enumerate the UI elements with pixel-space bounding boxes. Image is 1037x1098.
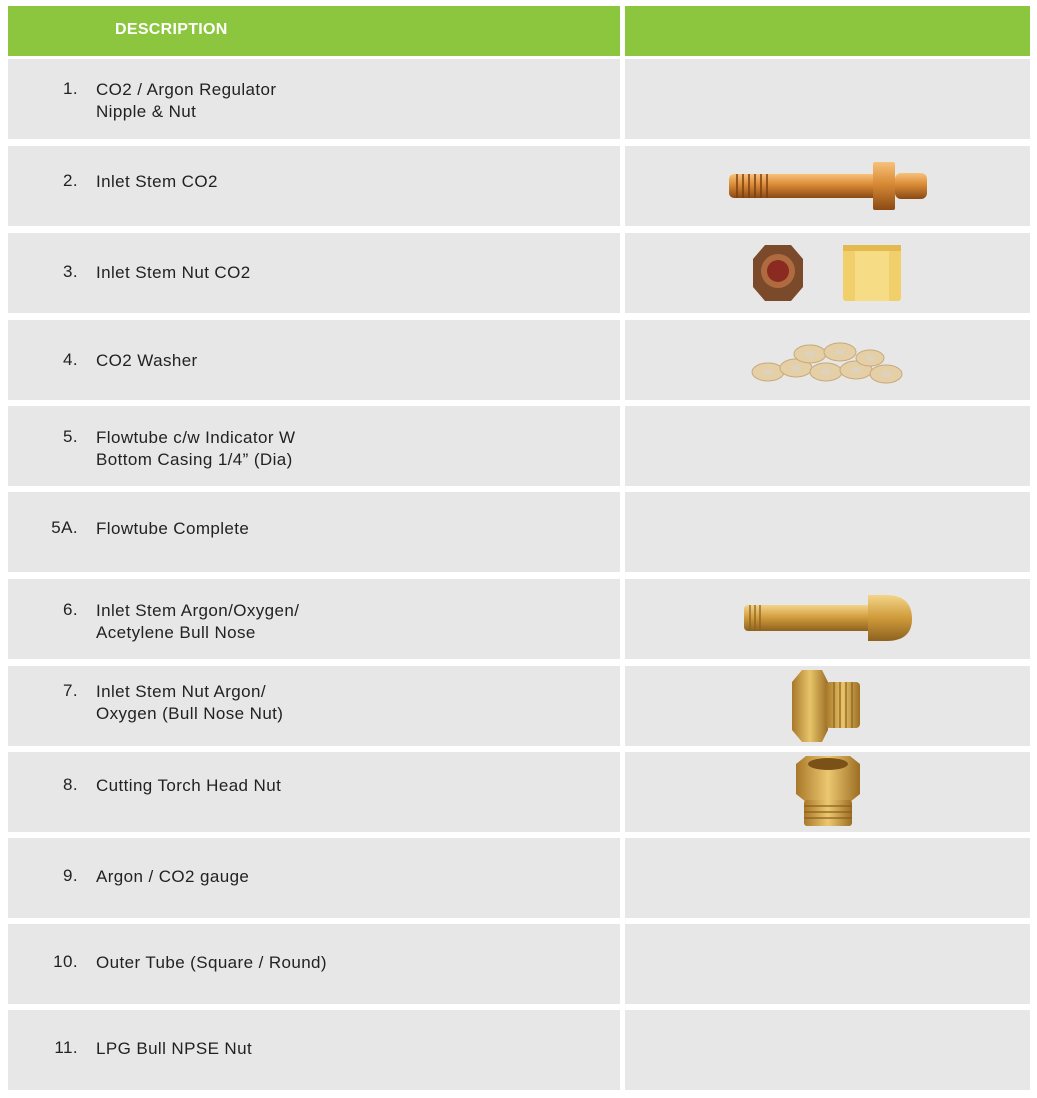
description-cell xyxy=(8,752,620,832)
description-cell xyxy=(8,233,620,313)
item-number: 11. xyxy=(54,1038,78,1057)
description-cell xyxy=(8,666,620,746)
table-row xyxy=(8,59,1030,139)
item-number: 5. xyxy=(63,427,78,446)
image-cell xyxy=(625,838,1030,918)
header-description-label: DESCRIPTION xyxy=(115,21,228,38)
table-row xyxy=(8,233,1030,313)
header-image-cell xyxy=(625,6,1030,56)
item-number: 10. xyxy=(53,952,78,971)
table-header xyxy=(8,6,1030,56)
item-description: Flowtube c/w Indicator W Bottom Casing 1/4” (Dia) xyxy=(96,428,296,469)
table-row xyxy=(8,146,1030,226)
image-cell xyxy=(625,1010,1030,1090)
item-description: Inlet Stem CO2 xyxy=(96,172,218,191)
image-cell xyxy=(625,233,1030,313)
item-number: 6. xyxy=(63,600,78,619)
image-cell xyxy=(625,146,1030,226)
image-cell xyxy=(625,579,1030,659)
item-number: 9. xyxy=(63,866,78,885)
inlet-stem-co2-photo xyxy=(723,156,933,216)
bull-nose-nut-photo xyxy=(788,668,868,744)
header-description-cell xyxy=(8,6,620,56)
table-row xyxy=(8,579,1030,659)
item-description: Inlet Stem Argon/Oxygen/ Acetylene Bull Nose xyxy=(96,601,300,642)
description-cell xyxy=(8,492,620,572)
description-cell xyxy=(8,924,620,1004)
item-description: Inlet Stem Nut CO2 xyxy=(96,263,251,282)
item-number: 5A. xyxy=(51,518,78,537)
table-row xyxy=(8,838,1030,918)
description-cell xyxy=(8,1010,620,1090)
description-cell xyxy=(8,838,620,918)
description-cell xyxy=(8,146,620,226)
description-cell xyxy=(8,59,620,139)
table-row xyxy=(8,752,1030,832)
image-cell xyxy=(625,59,1030,139)
description-cell xyxy=(8,579,620,659)
description-cell xyxy=(8,320,620,400)
item-description: Argon / CO2 gauge xyxy=(96,867,250,886)
image-cell xyxy=(625,666,1030,746)
torch-head-nut-photo xyxy=(788,754,868,830)
inlet-stem-nut-co2-photo xyxy=(743,241,913,305)
table-row xyxy=(8,406,1030,486)
item-description: CO2 / Argon Regulator Nipple & Nut xyxy=(96,80,277,121)
item-description: LPG Bull NPSE Nut xyxy=(96,1039,253,1058)
item-number: 4. xyxy=(63,350,78,369)
description-cell xyxy=(8,406,620,486)
item-number: 1. xyxy=(63,79,78,98)
table-row xyxy=(8,1010,1030,1090)
item-number: 3. xyxy=(63,262,78,281)
image-cell xyxy=(625,924,1030,1004)
item-number: 7. xyxy=(63,681,78,700)
inlet-stem-bull-nose-photo xyxy=(740,589,916,649)
item-description: Cutting Torch Head Nut xyxy=(96,776,282,795)
table-row xyxy=(8,924,1030,1004)
item-description: Inlet Stem Nut Argon/ Oxygen (Bull Nose Nut) xyxy=(96,682,284,723)
image-cell xyxy=(625,320,1030,400)
item-description: Flowtube Complete xyxy=(96,519,250,538)
table-row xyxy=(8,666,1030,746)
image-cell xyxy=(625,492,1030,572)
co2-washer-photo xyxy=(748,330,908,390)
item-description: Outer Tube (Square / Round) xyxy=(96,953,327,972)
table-row xyxy=(8,320,1030,400)
item-number: 2. xyxy=(63,171,78,190)
image-cell xyxy=(625,752,1030,832)
item-description: CO2 Washer xyxy=(96,351,198,370)
table-row xyxy=(8,492,1030,572)
image-cell xyxy=(625,406,1030,486)
item-number: 8. xyxy=(63,775,78,794)
